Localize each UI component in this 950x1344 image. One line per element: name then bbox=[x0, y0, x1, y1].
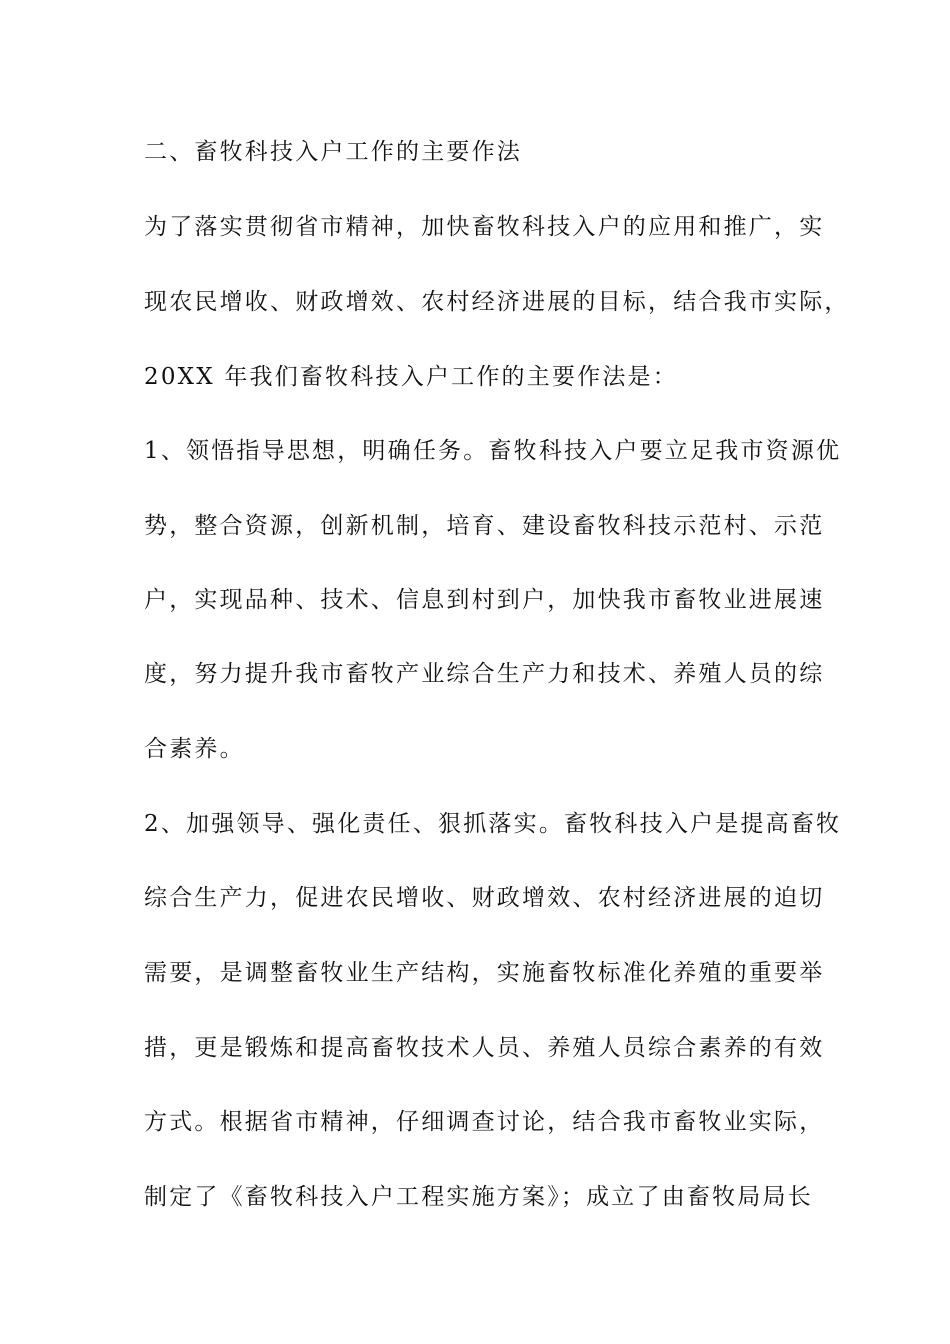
section-heading: 二、畜牧科技入户工作的主要作法 bbox=[144, 139, 522, 165]
text-line: 现农民增收、财政增效、农村经济进展的目标，结合我市实际， bbox=[144, 289, 850, 315]
text-line: 户，实现品种、技术、信息到村到户，加快我市畜牧业进展速 bbox=[144, 587, 825, 613]
text-line: 制定了《畜牧科技入户工程实施方案》；成立了由畜牧局局长 bbox=[144, 1184, 813, 1210]
text-line: 度，努力提升我市畜牧产业综合生产力和技术、养殖人员的综 bbox=[144, 661, 825, 687]
text-line: 方式。根据省市精神，仔细调查讨论，结合我市畜牧业实际， bbox=[144, 1109, 825, 1135]
text-line: 综合生产力，促进农民增收、财政增效、农村经济进展的迫切 bbox=[144, 885, 825, 911]
text-line: 20XX 年我们畜牧科技入户工作的主要作法是： bbox=[144, 364, 678, 390]
text-line: 需要，是调整畜牧业生产结构，实施畜牧标准化养殖的重要举 bbox=[144, 960, 825, 986]
text-line: 2、加强领导、强化责任、狠抓落实。畜牧科技入户是提高畜牧 bbox=[144, 811, 842, 837]
text-line: 为了落实贯彻省市精神，加快畜牧科技入户的应用和推广，实 bbox=[144, 214, 825, 240]
text-line: 措，更是锻炼和提高畜牧技术人员、养殖人员综合素养的有效 bbox=[144, 1035, 825, 1061]
text-line: 1、领悟指导思想，明确任务。畜牧科技入户要立足我市资源优 bbox=[144, 438, 842, 464]
text-line: 势，整合资源，创新机制，培育、建设畜牧科技示范村、示范 bbox=[144, 513, 825, 539]
text-line: 合素养。 bbox=[144, 736, 245, 762]
